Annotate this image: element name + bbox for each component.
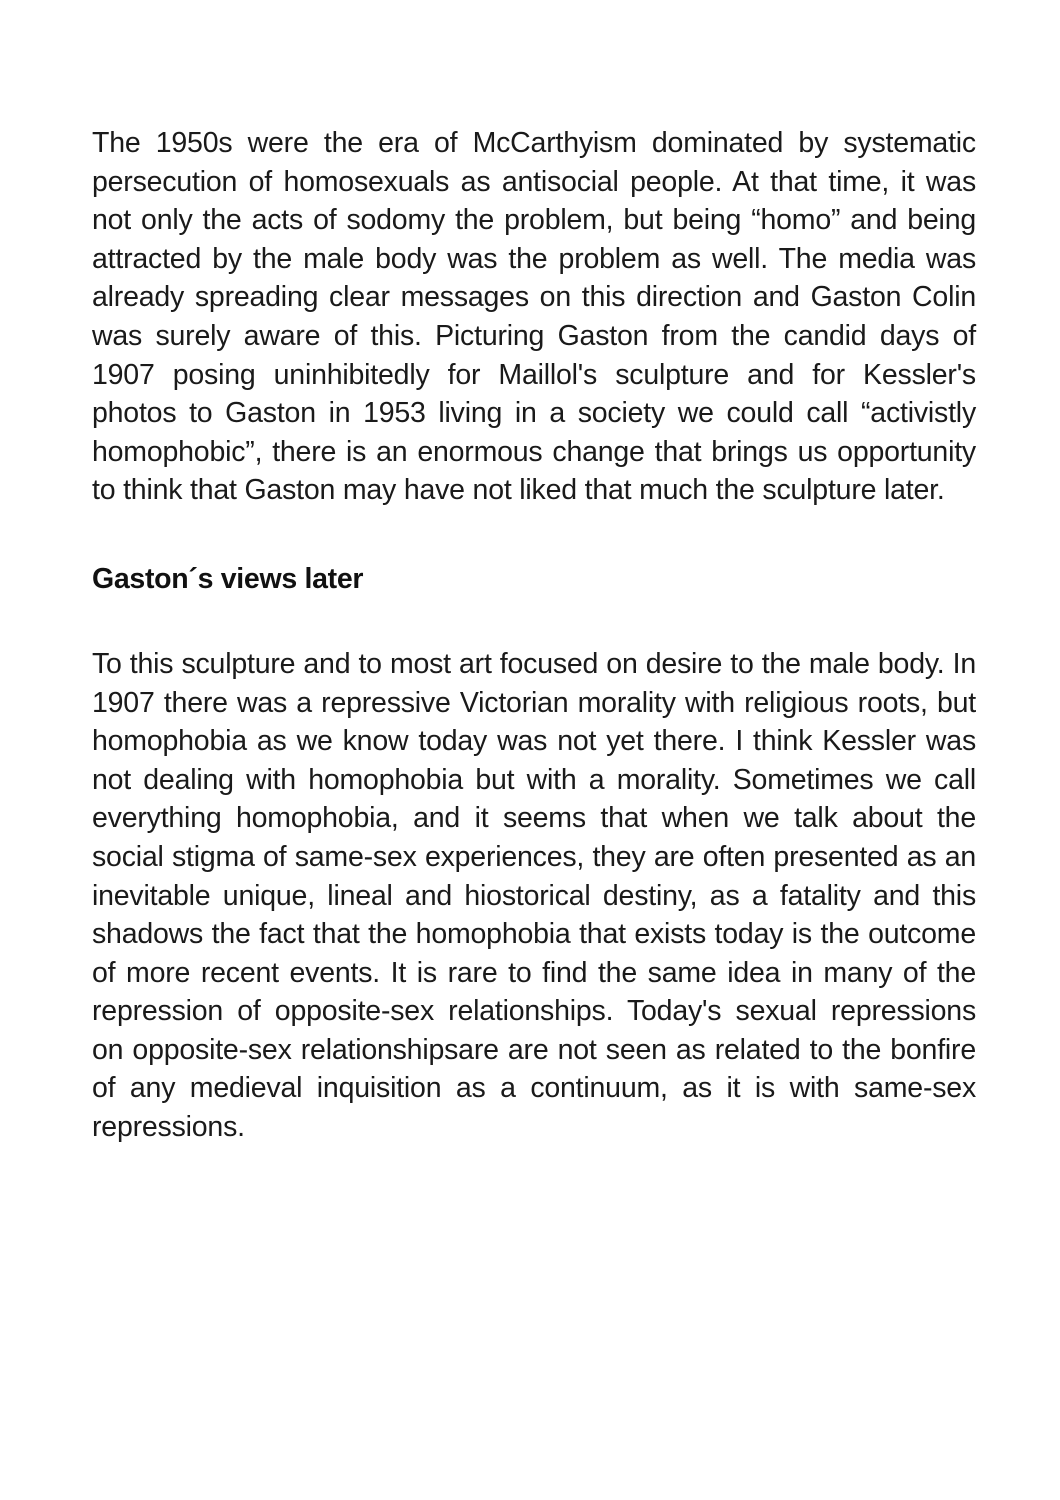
body-paragraph-1: The 1950s were the era of McCarthyism dominated by systematic persecution of homosexuals as antisocial people. At that time, it was not only the acts of sodomy the problem, but being “homo” and being attracted by the male body was the problem as well. The media was already spreading clear messages on this direction and Gaston Colin was surely aware of this. Picturing Gaston from the candid days of 1907 posing uninhibitedly for Maillol's sculpture and for Kessler's photos to Gaston in 1953 living in a society we could call “activistly homophobic”, there is an enormous change that brings us opportunity to think that Gaston may have not liked that much the sculpture later. [92,127,976,507]
section-heading: Gaston´s views later [92,562,364,595]
body-paragraph-2: To this sculpture and to most art focused on desire to the male body. In 1907 there was a repressive Victorian morality with religious roots, but homophobia as we know today was not yet there. I think Kessler was not dealing with homophobia but with a morality. Sometimes we call everything homophobia, and it seems that when we talk about the social stigma of same-sex experiences, they are often presented as an inevitable unique, lineal and hiostorical destiny, as a fatality and this shadows the fact that the homophobia that exists today is the outcome of more recent events. It is rare to find the same idea in many of the repression of opposite-sex relationships. Today's sexual repressions on opposite-sex relationshipsare are not seen as related to the bonfire of any medieval inquisition as a continuum, as it is with same-sex repressions. [92,647,976,1144]
document-page [92,124,976,1147]
